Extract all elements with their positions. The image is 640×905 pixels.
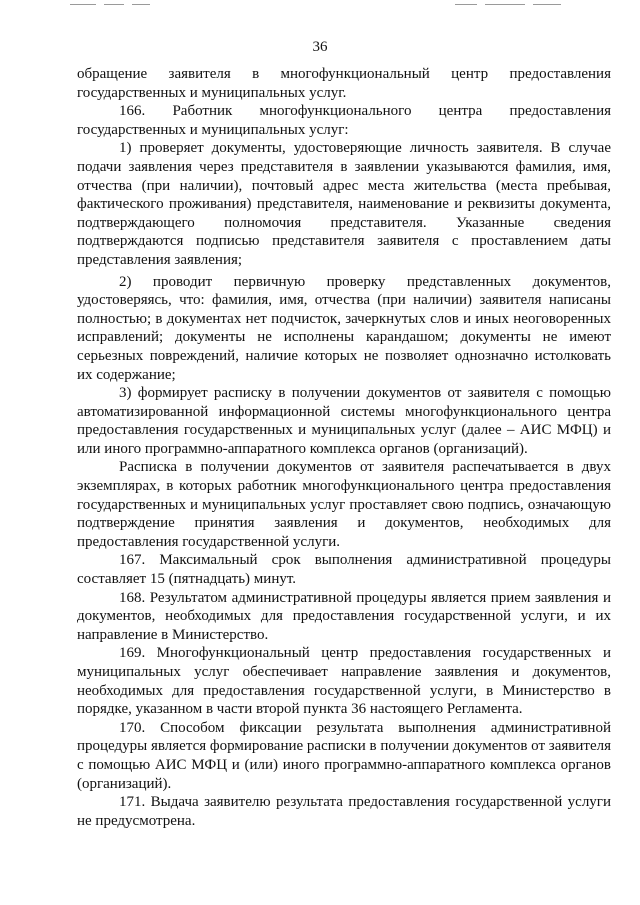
scan-header-marks [0, 2, 640, 8]
paragraph-167: 167. Максимальный срок выполнения административной процедуры составляет 15 (пятнадцать) минут. [77, 552, 611, 588]
document-body [77, 65, 611, 830]
paragraph-166: 166. Работник многофункционального центра предоставления государственных и муниципальных услуг: [77, 103, 611, 138]
paragraph-receipt: Расписка в получении документов от заявителя распечатывается в двух экземплярах, в которых работник многофункционального центра предоставления государственных и муниципальных услуг проставляет свою подпись, означающую подтверждение принятия заявления и документов, необходимых для предоставления государственной услуги. [77, 459, 611, 550]
scan-mark [104, 4, 124, 5]
paragraph-166-item-3: 3) формирует расписку в получении документов от заявителя с помощью автоматизированной информационной системы многофункционального центра предоставления государственных и муниципальных услуг (далее – АИС МФЦ) и или иного программно-аппаратного комплекса органов (организаций). [77, 385, 611, 457]
page-number: 36 [312, 39, 328, 55]
paragraph-166-item-2: 2) проводит первичную проверку представленных документов, удостоверяясь, что: фамилия, имя, отчества (при наличии) заявителя написаны полностью; в документах нет подчисток, зачеркнутых слов и иных неоговоренных исправлений; документы не исполнены карандашом; документы не имеют серьезных повреждений, наличие которых не позволяет однозначно истолковать их содержание; [77, 273, 611, 383]
paragraph-168: 168. Результатом административной процедуры является прием заявления и документов, необходимых для предоставления государственной услуги, и их направление в Министерство. [77, 589, 611, 643]
paragraph-170: 170. Способом фиксации результата выполнения административной процедуры является формирование расписки в получении документов от заявителя с помощью АИС МФЦ и (или) иного программно-аппаратного комплекса органов (организаций). [77, 719, 611, 792]
paragraph-169: 169. Многофункциональный центр предоставления государственных и муниципальных услуг обеспечивает направление заявления и документов, необходимых для предоставления государственной услуги, в Министерство в порядке, указанном в части второй пункта 36 настоящего Регламента. [77, 645, 611, 718]
scan-mark [485, 4, 525, 5]
scan-mark [70, 4, 96, 5]
paragraph-continuation: обращение заявителя в многофункциональный центр предоставления государственных и муниципальных услуг. [77, 66, 611, 101]
paragraph-166-item-1: 1) проверяет документы, удостоверяющие личность заявителя. В случае подачи заявления через представителя в заявлении указываются фамилия, имя, отчества (при наличии), почтовый адрес места жительства (места пребывая, фактического проживания) представителя, наименование и реквизиты документа, подтверждающего полномочия представителя. Указанные сведения подтверждаются подписью представителя заявителя с проставлением даты представления заявления; [77, 140, 611, 268]
scan-mark [533, 4, 561, 5]
paragraph-171: 171. Выдача заявителю результата предоставления государственной услуги не предусмотрена. [77, 794, 611, 829]
scan-mark [132, 4, 150, 5]
scan-mark [455, 4, 477, 5]
